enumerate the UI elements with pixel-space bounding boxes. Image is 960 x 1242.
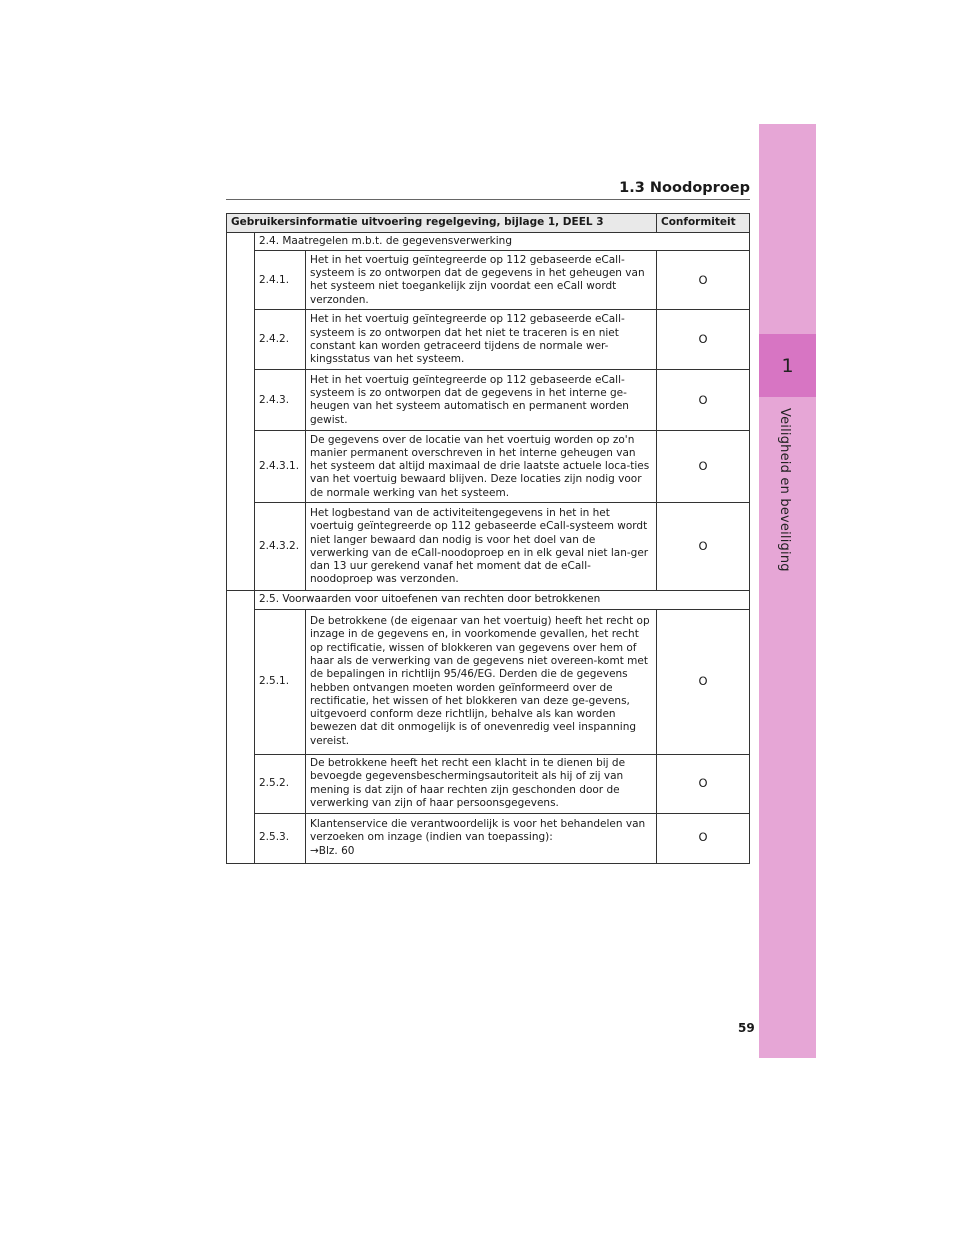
table-row [227, 370, 750, 431]
chapter-number-tab[interactable] [759, 334, 816, 397]
table-row [227, 503, 750, 591]
table-row [227, 813, 750, 863]
clause-text: Het in het voertuig geïntegreerde op 112 gebaseerde eCall-systeem is zo ontworpen dat de gegevens in het interne ge-heugen van het systeem automatisch en permanent worden gewist. [306, 370, 657, 431]
section-title: 1.3 Noodoproep [619, 180, 750, 196]
column-header-requirement: Gebruikersinformatie uitvoering regelgeving, bijlage 1, DEEL 3 [227, 214, 657, 233]
clause-text-body: Klantenservice die verantwoordelijk is voor het behandelen van verzoeken om inzage (indien van toepassing): [310, 818, 646, 844]
conformity-value: O [657, 609, 750, 754]
table-row [227, 431, 750, 503]
table-row [227, 310, 750, 370]
conformity-value: O [657, 754, 750, 813]
clause-text: Het logbestand van de activiteitengegevens in het in het voertuig geïntegreerde op 112 gebaseerde eCall-systeem wordt niet langer bewaard dan nodig is voor het doel van de verwerking van de eCall-noodoproep en in elk geval niet lan-ger dan 13 uur gerekend vanaf het moment dat de eCall-noodoproep was verzonden. [306, 503, 657, 591]
chapter-label: Veiligheid en beveiliging [777, 408, 792, 572]
clause-text: De betrokkene heeft het recht een klacht in te dienen bij de bevoegde gegevensbeschermingsautoriteit als hij of zij van mening is dat zijn of haar rechten zijn geschonden door de verwerking van zijn of haar persoonsgegevens. [306, 754, 657, 813]
conformity-value: O [657, 370, 750, 431]
section-row-2-5 [227, 591, 750, 609]
column-header-conformity: Conformiteit [657, 214, 750, 233]
conformity-value: O [657, 503, 750, 591]
chapter-side-tab [759, 124, 816, 1058]
table-row [227, 754, 750, 813]
table-row [227, 251, 750, 310]
clause-number: 2.5.3. [255, 813, 306, 863]
clause-text: De betrokkene (de eigenaar van het voertuig) heeft het recht op inzage in de gegevens en, in voorkomende gevallen, het recht op rectificatie, wissen of blokkeren van gegevens over hem of haar als de verwerking van de gegevens niet overeen-komt met de bepalingen in richtlijn 95/46/EG. Derden die de gegevens hebben ontvangen moeten worden geïnformeerd over de rectificatie, het wissen of het blokkeren van deze ge-gevens, uitgevoerd conform deze richtlijn, behalve als kan worden bewezen dat dit onmogelijk is of onevenredig veel inspanning vereist. [306, 609, 657, 754]
clause-number: 2.4.3.1. [255, 431, 306, 503]
clause-text: Het in het voertuig geïntegreerde op 112 gebaseerde eCall-systeem is zo ontworpen dat de gegevens in het geheugen van het systeem niet toegankelijk zijn voordat een eCall wordt verzonden. [306, 251, 657, 310]
clause-number: 2.5.2. [255, 754, 306, 813]
clause-number: 2.4.2. [255, 310, 306, 370]
conformity-value: O [657, 431, 750, 503]
header-divider [226, 199, 750, 200]
clause-text: De gegevens over de locatie van het voertuig worden op zo'n manier permanent overschreven in het interne geheugen van het systeem dat altijd maximaal de drie laatste actuele loca-ties van het voertuig bewaard blijven. Deze locaties zijn nodig voor de normale werking van het systeem. [306, 431, 657, 503]
clause-number: 2.5.1. [255, 609, 306, 754]
indent-cell [227, 233, 255, 591]
clause-number: 2.4.3.2. [255, 503, 306, 591]
chapter-number: 1 [781, 354, 794, 377]
indent-cell [227, 591, 255, 863]
conformity-value: O [657, 251, 750, 310]
section-row-2-4 [227, 233, 750, 251]
conformity-value: O [657, 310, 750, 370]
conformity-table [226, 213, 750, 864]
conformity-value: O [657, 813, 750, 863]
clause-number: 2.4.1. [255, 251, 306, 310]
table-header-row [227, 214, 750, 233]
table-row [227, 609, 750, 754]
page-reference-link[interactable]: →Blz. 60 [310, 844, 355, 857]
page-number: 59 [738, 1021, 755, 1035]
section-heading: 2.5. Voorwaarden voor uitoefenen van rechten door betrokkenen [255, 591, 750, 609]
clause-number: 2.4.3. [255, 370, 306, 431]
section-heading: 2.4. Maatregelen m.b.t. de gegevensverwerking [255, 233, 750, 251]
clause-text [306, 813, 657, 863]
clause-text: Het in het voertuig geïntegreerde op 112 gebaseerde eCall-systeem is zo ontworpen dat het niet te traceren is en niet constant kan worden getraceerd tijdens de normale wer-kingsstatus van het systeem. [306, 310, 657, 370]
